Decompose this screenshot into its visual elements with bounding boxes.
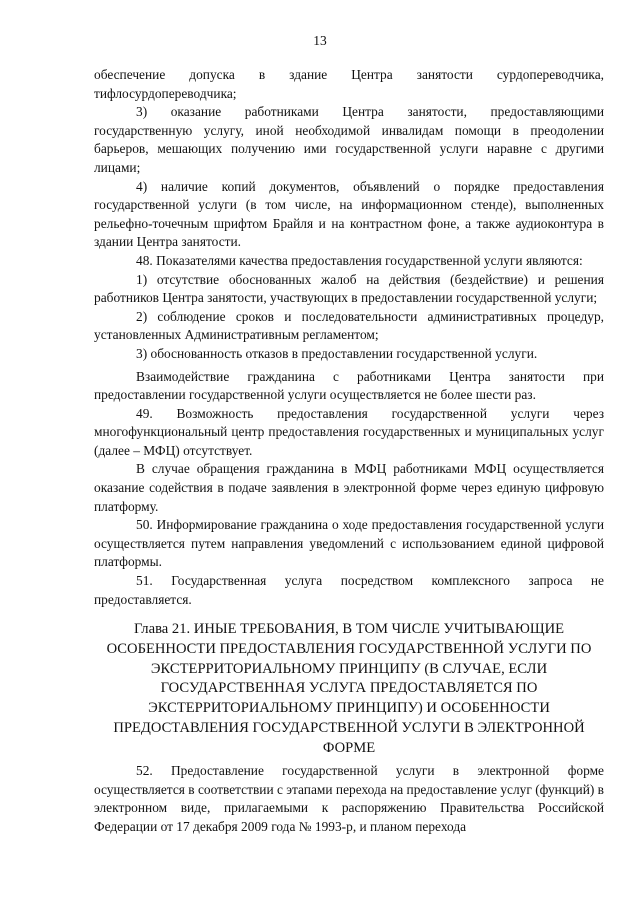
paragraph: обеспечение допуска в здание Центра занятости сурдопереводчика, тифлосурдопереводчика; [94,67,604,101]
paragraph: Взаимодействие гражданина с работниками Центра занятости при предоставлении государственной услуги осуществляется не более шести раз. [94,368,604,403]
paragraph: 50. Информирование гражданина о ходе предоставления государственной услуги осуществляется путем направления уведомлений с использованием единой цифровой платформы. [94,517,604,570]
paragraph: 51. Государственная услуга посредством комплексного запроса не предоставляется. [94,573,604,607]
paragraph: 48. Показателями качества предоставления государственной услуги являются: [136,252,583,268]
paragraph: 4) наличие копий документов, объявлений о порядке предоставления государственной услуги (в том числе, на информационном стенде), выполненных рельефно-точечным шрифтом Брайля и на контрастном фоне, а также аудиоконтура в здании Центра занятости. [94,178,604,250]
paragraph: 49. Возможность предоставления государственной услуги через многофункциональный центр предоставления государственных и муниципальных услуг (далее – МФЦ) отсутствует. [94,405,604,458]
paragraph: 1) отсутствие обоснованных жалоб на действия (бездействие) и решения работников Центра занятости, участвующих в предоставлении государственной услуги; [94,271,604,306]
paragraph: 3) обоснованность отказов в предоставлении государственной услуги. [136,345,538,361]
chapter-heading: Глава 21. ИНЫЕ ТРЕБОВАНИЯ, В ТОМ ЧИСЛЕ УЧИТЫВАЮЩИЕ ОСОБЕННОСТИ ПРЕДОСТАВЛЕНИЯ ГОСУДАРСТВЕННОЙ УСЛУГИ ПО ЭКСТЕРРИТОРИАЛЬНОМУ ПРИНЦИПУ (В СЛУЧАЕ, ЕСЛИ ГОСУДАРСТВЕННАЯ УСЛУГА ПРЕДОСТАВЛЯЕТСЯ ПО ЭКСТЕРРИТОРИАЛЬНОМУ ПРИНЦИПУ) И ОСОБЕННОСТИ ПРЕДОСТАВЛЕНИЯ ГОСУДАРСТВЕННОЙ УСЛУГИ В ЭЛЕКТРОННОЙ ФОРМЕ [106,621,592,756]
page-number: 13 [313,33,327,48]
paragraph: 2) соблюдение сроков и последовательности административных процедур, установленных Административным регламентом; [94,308,604,343]
paragraph: 52. Предоставление государственной услуги в электронной форме осуществляется в соответствии с этапами перехода на предоставление услуг (функций) в электронном виде, прилагаемыми к распоряжению Правительства Российской Федерации от 17 декабря 2009 года № 1993-р, и планом перехода [94,763,604,834]
paragraph: В случае обращения гражданина в МФЦ работниками МФЦ осуществляется оказание содействия в подаче заявления в электронной форме через единую цифровую платформу. [94,461,604,514]
body-text-bottom [94,762,604,836]
body-text [94,66,604,609]
paragraph: 3) оказание работниками Центра занятости, предоставляющими государственную услугу, иной необходимой инвалидам помощи в преодолении барьеров, мешающих получению ими государственной услуги наравне с другими лицами; [94,104,604,175]
